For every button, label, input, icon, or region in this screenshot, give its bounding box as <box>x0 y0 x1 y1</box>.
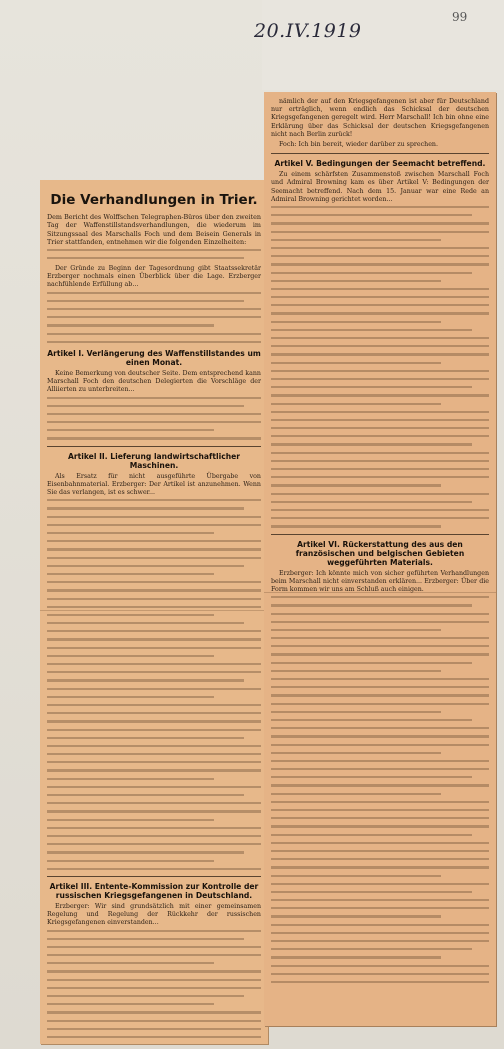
section-heading: Artikel I. Verlängerung des Waffenstillstandes um einen Monat. <box>47 348 261 367</box>
section-heading: Artikel V. Bedingungen der Seemacht betreffend. <box>274 159 486 169</box>
clipping-intro: nämlich der auf den Kriegsgefangenen ist aber für Deutschland nur erträglich, wenn endlich das Schicksal der deutschen Kriegsgefangenen geregelt wird. Herr Marschall! Ich bin ohne eine Erklärung über das Schicksal der deutschen Kriegsgefangenen nicht nach Berlin zurück! <box>271 98 489 138</box>
section-divider <box>271 153 489 154</box>
page-number: 99 <box>452 10 468 24</box>
section-heading: Artikel III. Entente-Kommission zur Kontrolle der russischen Kriegsgefangenen in Deutschland. <box>49 881 259 900</box>
section-heading: Artikel VI. Rückerstattung des aus den französischen und belgischen Gebieten weggeführten Materials. <box>295 539 465 567</box>
section-divider <box>271 534 489 535</box>
handwritten-date: 20.IV.1919 <box>254 20 362 42</box>
section-text: Erzberger: Ich könnte mich von sicher geführten Verhandlungen beim Marschall nicht einverstanden erklären... Erzberger: Über die Form kommen wir uns am Schluß auch einigen. <box>271 569 489 593</box>
clipping-intro: Dem Bericht des Wolffschen Telegraphen-Büros über den zweiten Tag der Waffenstillstandsverhandlungen, die wiederum im Sitzungssaal des Marschalls Foch und dem Beisein Generals in Trier stattfanden, entnehmen wir die folgenden Einzelheiten: <box>47 213 261 247</box>
section-text: Zu einem schärfsten Zusammenstoß zwischen Marschall Foch und Admiral Browning kam es über Artikel V: Bedingungen der Seemacht betreffend. Nach dem 15. Januar war eine Rede an Admiral Browning gerichtet worden... <box>271 171 489 203</box>
section-text: Erzberger: Wir sind grundsätzlich mit einer gemeinsamen Regelung und Regelung der Rückkehr der russischen Kriegsgefangenen einverstanden... <box>47 902 261 927</box>
newspaper-clipping-left <box>40 180 268 1044</box>
paper-fold <box>40 610 268 611</box>
background-newspaper-strip <box>262 0 504 90</box>
paper-fold <box>264 592 496 593</box>
clipping-intro-paragraph: Der Gründe zu Beginn der Tagesordnung gibt Staatssekretär Erzberger nochmals einen Überblick über die Lage. Erzberger nachfühlende Erfüllung ab... <box>47 265 261 289</box>
section-divider <box>47 876 261 877</box>
section-text: Als Ersatz für nicht ausgeführte Übergabe von Eisenbahnmaterial. Erzberger: Der Artikel ist anzunehmen. Wenn Sie das verlangen, ist es schwer... <box>47 472 261 497</box>
clipping-intro-paragraph: Foch: Ich bin bereit, wieder darüber zu sprechen. <box>279 141 438 149</box>
newspaper-clipping-right <box>264 92 496 1026</box>
section-text: Keine Bemerkung von deutscher Seite. Dem entsprechend kann Marschall Foch den deutschen Delegierten die Vorschläge der Alliierten zu unterbreiten... <box>47 369 261 394</box>
section-divider <box>47 446 261 447</box>
section-heading: Artikel II. Lieferung landwirtschaftlicher Maschinen. <box>67 451 241 470</box>
clipping-headline: Die Verhandlungen in Trier. <box>50 192 258 208</box>
